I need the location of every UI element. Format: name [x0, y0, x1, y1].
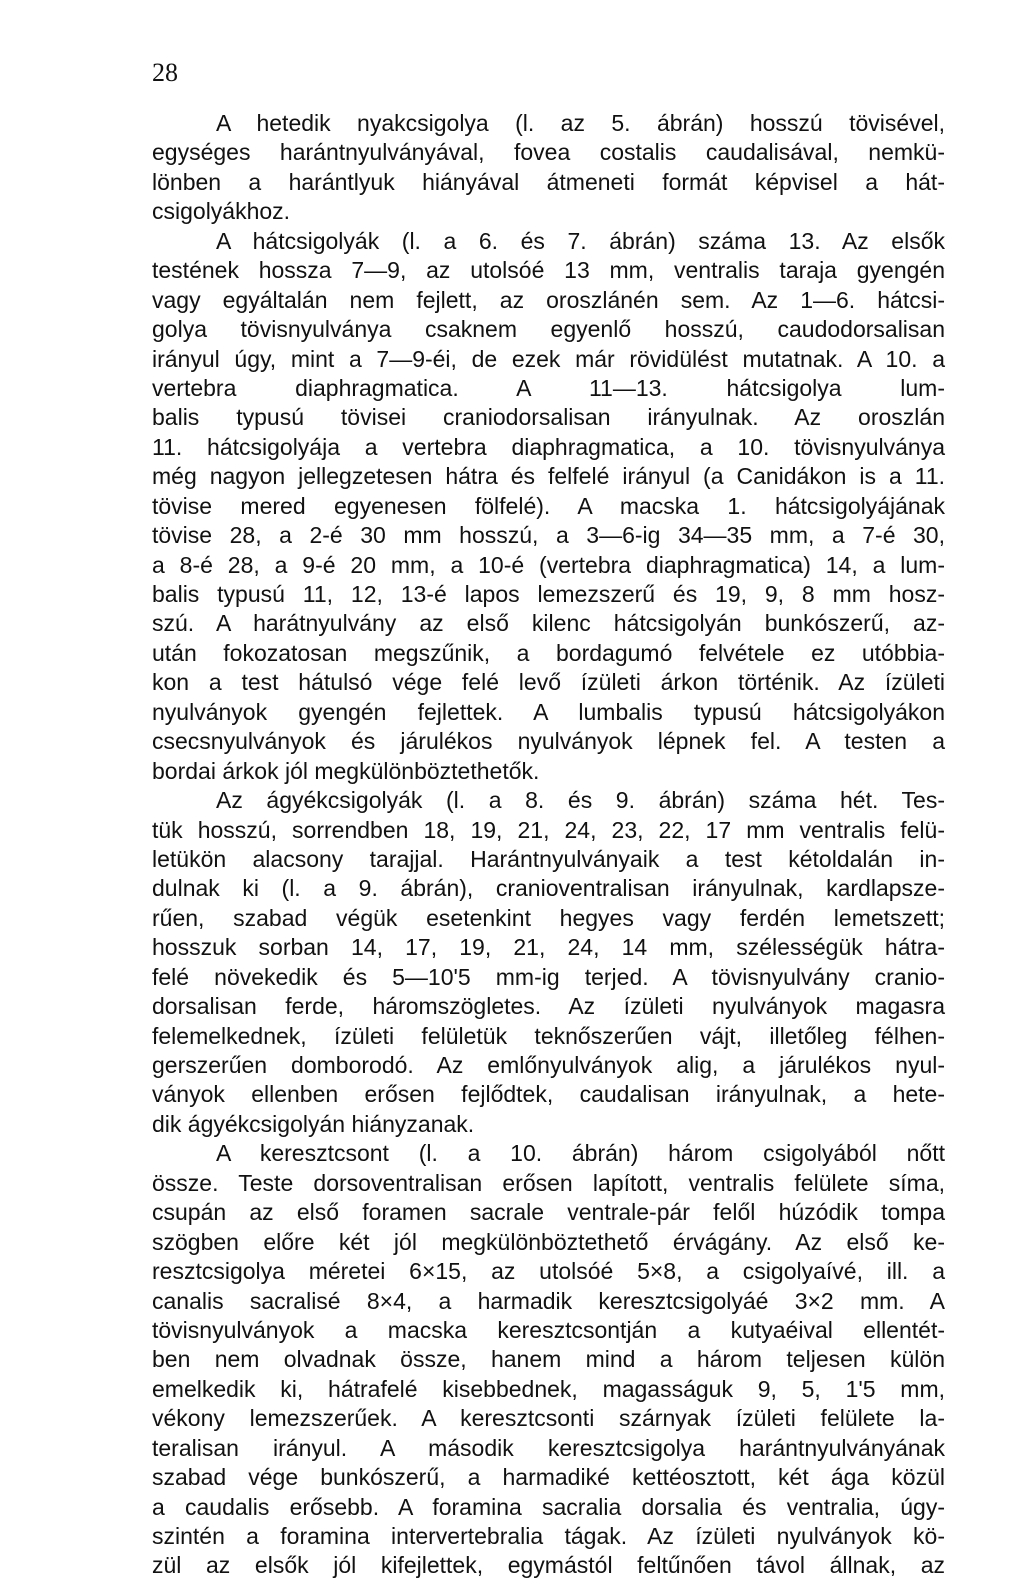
text-line: vertebra diaphragmatica. A 11—13. hátcsigolya lum- — [152, 374, 945, 401]
text-line: Az ágyékcsigolyák (l. a 8. és 9. ábrán) száma hét. Tes- — [216, 787, 945, 814]
text-line: még nagyon jellegzetesen hátra és felfelé irányul (a Canidákon is a 11. — [152, 463, 945, 490]
text-line: ványok ellenben erősen fejlődtek, caudalisan irányulnak, a hete- — [152, 1081, 945, 1108]
text-line: golya tövisnyulványa csaknem egyenlő hosszú, caudodorsalisan — [152, 316, 945, 343]
text-line: rűen, szabad végük esetenkint hegyes vagy ferdén lemetszett; — [152, 904, 945, 931]
text-line: balis typusú 11, 12, 13-é lapos lemezszerű és 19, 9, 8 mm hosz- — [152, 581, 945, 607]
text-line: szintén a foramina intervertebralia tágak. Az ízületi nyulványok kö- — [152, 1523, 945, 1549]
text-line: szögben előre két jól megkülönböztethető érvágány. Az első ke- — [152, 1228, 945, 1255]
text-line: dik ágyékcsigolyán hiányzanak. — [152, 1110, 475, 1137]
text-line: lönben a harántlyuk hiányával átmeneti formát képvisel a hát- — [152, 168, 945, 195]
text-line: vagy egyáltalán nem fejlett, az oroszlánén sem. Az 1—6. hátcsi- — [152, 286, 945, 313]
text-line: szú. A harátnyulvány az első kilenc hátcsigolyán bunkószerű, az- — [152, 610, 945, 637]
text-line: 11. hátcsigolyája a vertebra diaphragmatica, a 10. tövisnyulványa — [152, 433, 945, 460]
text-line: dorsalisan ferde, háromszögletes. Az ízületi nyulványok magasra — [152, 993, 945, 1020]
text-line: A hetedik nyakcsigolya (l. az 5. ábrán) hosszú tövisével, — [216, 110, 945, 136]
text-line: letükön alacsony tarajjal. Harántnyulványaik a test kétoldalán in- — [152, 845, 945, 872]
text-line: után fokozatosan megszűnik, a bordagumó felvétele ez utóbbia- — [152, 639, 945, 666]
text-line: dulnak ki (l. a 9. ábrán), cranioventralisan irányulnak, kardlapsze- — [152, 875, 945, 902]
body-text — [152, 109, 945, 1581]
text-line: gerszerűen domborodó. Az emlőnyulványok alig, a járulékos nyul- — [152, 1052, 945, 1078]
text-line: hosszuk sorban 14, 17, 19, 21, 24, 14 mm, szélességük hátra- — [152, 934, 945, 961]
text-line: testének hossza 7—9, az utolsóé 13 mm, ventralis taraja gyengén — [152, 257, 945, 284]
text-line: nyulványok gyengén fejlettek. A lumbalis typusú hátcsigolyákon — [152, 698, 945, 725]
text-line: emelkedik ki, hátrafelé kisebbednek, magasságuk 9, 5, 1'5 mm, — [152, 1375, 945, 1402]
text-line: felé növekedik és 5—10'5 mm-ig terjed. A tövisnyulvány cranio- — [152, 963, 945, 990]
text-line: tövisnyulványok a macska keresztcsontján a kutyaéival ellentét- — [152, 1316, 945, 1343]
text-line: A keresztcsont (l. a 10. ábrán) három csigolyából nőtt — [216, 1140, 945, 1167]
text-line: zül az elsők jól kifejlettek, egymástól feltűnően távol állnak, az — [152, 1552, 945, 1579]
text-line: szabad vége bunkószerű, a harmadiké kettéosztott, két ága közül — [152, 1464, 945, 1491]
text-line: tövise 28, a 2-é 30 mm hosszú, a 3—6-ig 34—35 mm, a 7-é 30, — [152, 522, 945, 549]
page-number: 28 — [152, 58, 178, 87]
text-line: csupán az első foramen sacrale ventrale-pár felől húzódik tompa — [152, 1199, 945, 1226]
text-line: kon a test hátulsó vége felé levő ízületi árkon történik. Az ízületi — [152, 669, 945, 696]
text-line: a caudalis erősebb. A foramina sacralia dorsalia és ventralia, úgy- — [152, 1493, 945, 1520]
text-line: tövise mered egyenesen fölfelé). A macska 1. hátcsigolyájának — [152, 492, 945, 519]
text-line: csigolyákhoz. — [152, 198, 291, 225]
text-line: A hátcsigolyák (l. a 6. és 7. ábrán) száma 13. Az elsők — [216, 227, 945, 254]
text-line: canalis sacralisé 8×4, a harmadik keresztcsigolyáé 3×2 mm. A — [152, 1287, 945, 1314]
text-line: csecsnyulványok és járulékos nyulványok lépnek fel. A testen a — [152, 728, 945, 755]
text-line: resztcsigolya méretei 6×15, az utolsóé 5×8, a csigolyaívé, ill. a — [152, 1258, 945, 1285]
text-line: teralisan irányul. A második keresztcsigolya harántnyulványának — [152, 1434, 945, 1461]
text-line: balis typusú tövisei craniodorsalisan irányulnak. Az oroszlán — [152, 404, 945, 431]
text-line: felemelkednek, ízületi felületük teknőszerűen vájt, illetőleg félhen- — [152, 1022, 945, 1049]
text-line: irányul úgy, mint a 7—9-éi, de ezek már rövidülést mutatnak. A 10. a — [152, 345, 945, 372]
text-line: ben nem olvadnak össze, hanem mind a három teljesen külön — [152, 1346, 945, 1373]
text-line: bordai árkok jól megkülönböztethetők. — [152, 757, 540, 784]
text-line: tük hosszú, sorrendben 18, 19, 21, 24, 23, 22, 17 mm ventralis felü- — [152, 816, 945, 843]
text-line: a 8-é 28, a 9-é 20 mm, a 10-é (vertebra diaphragmatica) 14, a lum- — [152, 551, 945, 578]
text-line: vékony lemezszerűek. A keresztcsonti szárnyak ízületi felülete la- — [152, 1405, 945, 1432]
text-line: egységes harántnyulványával, fovea costalis caudalisával, nemkü- — [152, 139, 945, 166]
text-line: össze. Teste dorsoventralisan erősen lapított, ventralis felülete síma, — [152, 1169, 945, 1196]
